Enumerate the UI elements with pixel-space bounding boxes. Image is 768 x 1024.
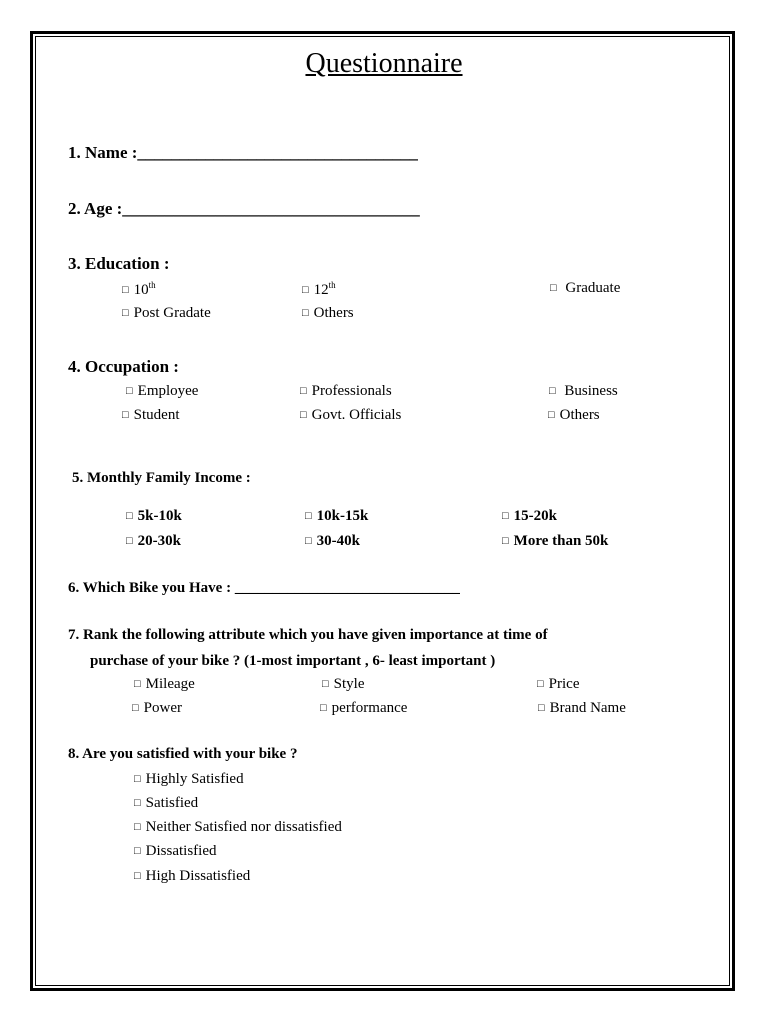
question-satisfaction-label: 8. Are you satisfied with your bike ? [68, 746, 298, 762]
satisfaction-option-high-dissatisfied[interactable]: □ High Dissatisfied [134, 868, 251, 884]
checkbox-icon[interactable]: □ [134, 797, 141, 809]
occupation-option-student[interactable]: □ Student [122, 407, 180, 423]
question-income-label: 5. Monthly Family Income : [72, 470, 251, 486]
checkbox-icon[interactable]: □ [548, 409, 555, 421]
checkbox-icon[interactable]: □ [320, 702, 327, 714]
income-option-more-than-50k[interactable]: □ More than 50k [502, 533, 609, 549]
checkbox-icon[interactable]: □ [302, 307, 309, 319]
question-rank-line-2: purchase of your bike ? (1-most important , 6- least important ) [90, 653, 496, 669]
occupation-option-employee[interactable]: □ Employee [126, 383, 199, 399]
income-option-30-40k[interactable]: □ 30-40k [305, 533, 360, 549]
checkbox-icon[interactable]: □ [537, 678, 544, 690]
checkbox-icon[interactable]: □ [300, 409, 307, 421]
checkbox-icon[interactable]: □ [122, 307, 129, 319]
checkbox-icon[interactable]: □ [549, 385, 556, 397]
age-answer-line[interactable]: ___________________________________ [122, 199, 420, 218]
checkbox-icon[interactable]: □ [134, 773, 141, 785]
education-option-post-graduate[interactable]: □ Post Gradate [122, 305, 211, 321]
rank-option-style[interactable]: □ Style [322, 676, 365, 692]
rank-option-performance[interactable]: □ performance [320, 700, 408, 716]
checkbox-icon[interactable]: □ [302, 284, 309, 296]
income-option-10k-15k[interactable]: □ 10k-15k [305, 508, 369, 524]
occupation-option-others[interactable]: □ Others [548, 407, 600, 423]
checkbox-icon[interactable]: □ [132, 702, 139, 714]
checkbox-icon[interactable]: □ [134, 821, 141, 833]
rank-option-power[interactable]: □ Power [132, 700, 182, 716]
checkbox-icon[interactable]: □ [305, 535, 312, 547]
checkbox-icon[interactable]: □ [538, 702, 545, 714]
question-name-label: 1. Name : [68, 143, 138, 162]
checkbox-icon[interactable]: □ [502, 510, 509, 522]
name-answer-line[interactable]: _________________________________ [137, 143, 418, 162]
question-bike [68, 580, 460, 597]
checkbox-icon[interactable]: □ [134, 678, 141, 690]
checkbox-icon[interactable]: □ [134, 870, 141, 882]
question-bike-label: 6. Which Bike you Have : [68, 580, 232, 596]
checkbox-icon[interactable]: □ [122, 284, 129, 296]
education-option-12th[interactable]: □ 12th [302, 280, 336, 298]
checkbox-icon[interactable]: □ [550, 282, 557, 294]
income-option-5k-10k[interactable]: □ 5k-10k [126, 508, 182, 524]
page-title: Questionnaire [305, 48, 463, 79]
checkbox-icon[interactable]: □ [126, 535, 133, 547]
education-option-graduate[interactable]: □ Graduate [550, 280, 621, 296]
question-age [68, 199, 420, 219]
question-occupation-label: 4. Occupation : [68, 357, 179, 376]
checkbox-icon[interactable]: □ [305, 510, 312, 522]
satisfaction-option-dissatisfied[interactable]: □ Dissatisfied [134, 843, 217, 859]
income-option-15-20k[interactable]: □ 15-20k [502, 508, 557, 524]
occupation-option-professionals[interactable]: □ Professionals [300, 383, 392, 399]
checkbox-icon[interactable]: □ [134, 845, 141, 857]
bike-answer-line[interactable]: ______________________________ [234, 580, 460, 596]
rank-option-brand-name[interactable]: □ Brand Name [538, 700, 626, 716]
question-education-label: 3. Education : [68, 254, 170, 273]
income-option-20-30k[interactable]: □ 20-30k [126, 533, 181, 549]
checkbox-icon[interactable]: □ [300, 385, 307, 397]
satisfaction-option-neutral[interactable]: □ Neither Satisfied nor dissatisfied [134, 819, 342, 835]
education-option-10th[interactable]: □ 10th [122, 280, 156, 298]
rank-option-mileage[interactable]: □ Mileage [134, 676, 195, 692]
satisfaction-option-highly-satisfied[interactable]: □ Highly Satisfied [134, 771, 244, 787]
education-option-others[interactable]: □ Others [302, 305, 354, 321]
occupation-option-govt-officials[interactable]: □ Govt. Officials [300, 407, 402, 423]
checkbox-icon[interactable]: □ [126, 510, 133, 522]
checkbox-icon[interactable]: □ [502, 535, 509, 547]
satisfaction-option-satisfied[interactable]: □ Satisfied [134, 795, 199, 811]
checkbox-icon[interactable]: □ [322, 678, 329, 690]
occupation-option-business[interactable]: □ Business [549, 383, 618, 399]
question-age-label: 2. Age : [68, 199, 123, 218]
checkbox-icon[interactable]: □ [122, 409, 129, 421]
rank-option-price[interactable]: □ Price [537, 676, 580, 692]
checkbox-icon[interactable]: □ [126, 385, 133, 397]
question-rank-line-1: 7. Rank the following attribute which you have given importance at time of [68, 627, 548, 643]
question-name [68, 143, 418, 163]
